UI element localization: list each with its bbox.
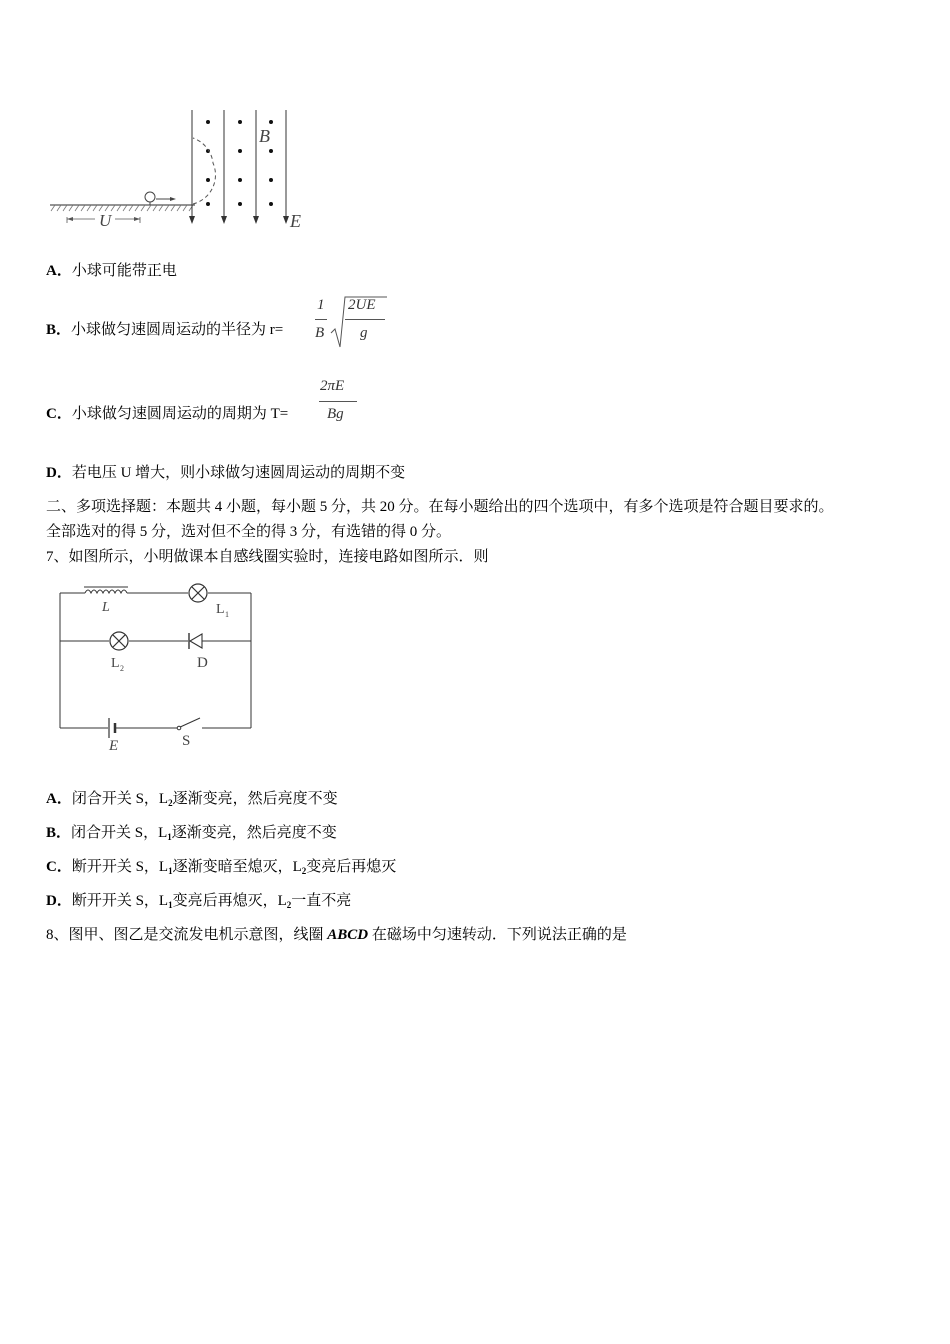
- label-l2: L: [111, 656, 120, 671]
- q8-text: 在磁场中匀速转动．下列说法正确的是: [368, 927, 627, 943]
- diode: [189, 633, 202, 649]
- battery: [109, 718, 115, 738]
- option-text: 闭合开关 S，L: [71, 791, 169, 807]
- frac-denominator: Bg: [327, 406, 344, 422]
- frac-numerator: 2πE: [320, 378, 345, 394]
- option-letter: A．: [46, 263, 72, 279]
- option-letter: D．: [46, 465, 72, 481]
- sqrt-denominator: g: [360, 325, 368, 341]
- option-text: 逐渐变亮，然后亮度不变: [172, 791, 338, 807]
- radius-formula: [312, 293, 392, 353]
- lamp-l2: [110, 632, 128, 650]
- frac-denominator: B: [315, 325, 325, 341]
- option-text: 断开开关 S，L: [71, 893, 169, 909]
- subscript: 2: [168, 798, 173, 808]
- label-inductor: L: [102, 600, 110, 615]
- option-letter: B．: [46, 825, 72, 841]
- switch: [177, 726, 181, 730]
- q7-option-c[interactable]: [46, 857, 396, 881]
- q7-option-d[interactable]: [46, 891, 351, 915]
- label-l1: L: [216, 602, 225, 617]
- option-text: 闭合开关 S，L: [71, 825, 168, 841]
- option-letter: C．: [46, 406, 72, 422]
- label-switch: S: [182, 733, 191, 749]
- option-text: 变亮后再熄灭: [306, 859, 397, 875]
- option-text: 小球做匀速圆周运动的半径为 r=: [71, 322, 284, 338]
- subscript: 1: [168, 900, 173, 910]
- lamp-l1: [189, 584, 207, 602]
- subscript: 2: [301, 866, 307, 876]
- q6-option-a[interactable]: [46, 261, 177, 281]
- option-text: 断开开关 S，L: [71, 859, 169, 875]
- q7-stem: 7、如图所示，小明做课本自感线圈实验时，连接电路如图所示．则: [46, 549, 489, 565]
- option-letter: C．: [46, 859, 72, 875]
- label-diode: D: [197, 655, 208, 671]
- coil-name: ABCD: [327, 927, 369, 943]
- subscript: 2: [286, 900, 292, 910]
- ball: [145, 192, 155, 202]
- period-formula: [317, 375, 363, 431]
- label-emf: E: [109, 738, 119, 754]
- subscript: 1: [167, 832, 172, 842]
- circuit-diagram: [50, 578, 265, 758]
- option-text: 若电压 U 增大，则小球做匀速圆周运动的周期不变: [71, 465, 406, 481]
- q8-text: 8、图甲、图乙是交流发电机示意图，线圈: [46, 927, 328, 943]
- label-l2-sub: 2: [120, 664, 124, 673]
- option-text: 小球可能带正电: [71, 263, 177, 279]
- magnetic-field-label: B: [259, 126, 270, 146]
- option-text: 小球做匀速圆周运动的周期为 T=: [71, 406, 289, 422]
- section-heading-line2: 全部选对的得 5 分，选对但不全的得 3 分，有选错的得 0 分。: [46, 524, 452, 540]
- q6-option-d[interactable]: [46, 463, 405, 483]
- option-letter: B．: [46, 322, 72, 338]
- frac-numerator: 1: [317, 297, 325, 313]
- option-text: 变亮后再熄灭，L: [172, 893, 287, 909]
- option-text: 一直不亮: [291, 893, 352, 909]
- q7-option-b[interactable]: [46, 823, 337, 847]
- q6-option-c[interactable]: [46, 404, 288, 424]
- voltage-label: U: [99, 211, 112, 230]
- option-text: 逐渐变亮，然后亮度不变: [171, 825, 337, 841]
- option-letter: D．: [46, 893, 72, 909]
- q6-option-b[interactable]: [46, 320, 283, 340]
- sqrt-numerator: 2UE: [348, 297, 376, 313]
- subscript: 1: [168, 866, 173, 876]
- q7-option-a[interactable]: [46, 789, 338, 813]
- option-text: 逐渐变暗至熄灭，L: [172, 859, 302, 875]
- section-heading-line1: 二、多项选择题：本题共 4 小题，每小题 5 分，共 20 分。在每小题给出的四个选项中，有多个选项是符合题目要求的。: [46, 499, 834, 515]
- q8-stem: [46, 925, 627, 945]
- field-diagram: [45, 105, 315, 235]
- electric-field-label: E: [290, 211, 301, 231]
- label-l1-sub: 1: [225, 610, 229, 619]
- option-letter: A．: [46, 791, 72, 807]
